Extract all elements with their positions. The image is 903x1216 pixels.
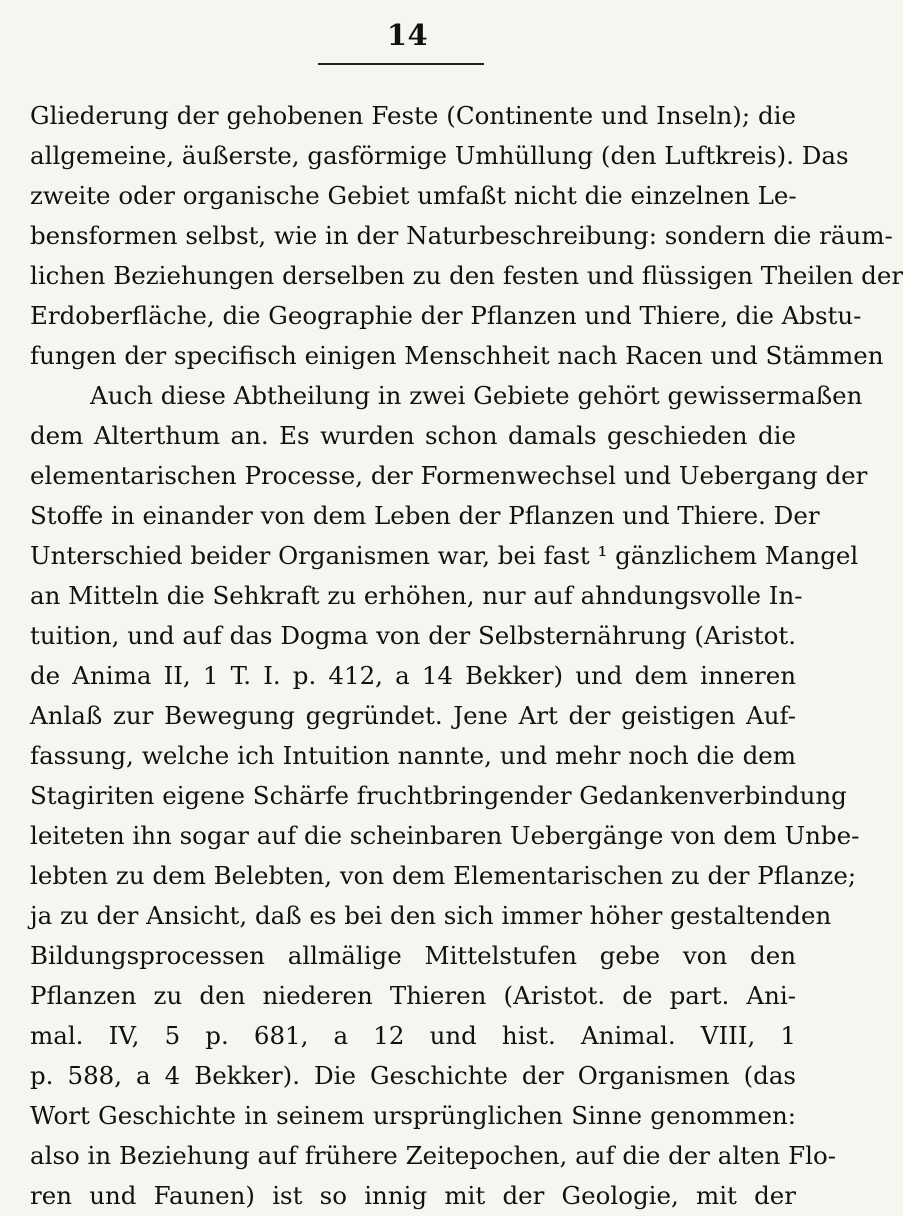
text-line: Bildungsprocessen allmälige Mittelstufen gebe von den xyxy=(30,941,796,970)
text-line: de Anima II, 1 T. I. p. 412, a 14 Bekker) und dem inneren xyxy=(30,661,796,690)
text-line: also in Beziehung auf frühere Zeitepochen, auf die der alten Flo- xyxy=(30,1141,837,1170)
text-line: Stoffe in einander von dem Leben der Pflanzen und Thiere. Der xyxy=(30,501,820,530)
text-line: lichen Beziehungen derselben zu den festen und flüssigen Theilen der xyxy=(30,261,903,290)
text-line: Wort Geschichte in seinem ursprünglichen Sinne genommen: xyxy=(30,1101,796,1130)
text-line: tuition, und auf das Dogma von der Selbsternährung (Aristot. xyxy=(30,621,796,650)
text-line: Gliederung der gehobenen Feste (Continente und Inseln); die xyxy=(30,101,796,130)
text-line: bensformen selbst, wie in der Naturbeschreibung: sondern die räum- xyxy=(30,221,893,250)
text-line: ja zu der Ansicht, daß es bei den sich immer höher gestaltenden xyxy=(30,901,832,930)
text-line: Anlaß zur Bewegung gegründet. Jene Art der geistigen Auf- xyxy=(30,701,796,730)
text-line: mal. IV, 5 p. 681, a 12 und hist. Animal. VIII, 1 xyxy=(30,1021,796,1050)
header-rule xyxy=(318,63,484,65)
page-number: 14 xyxy=(386,18,429,52)
text-line: Unterschied beider Organismen war, bei fast ¹ gänzlichem Mangel xyxy=(30,541,859,570)
text-line: Auch diese Abtheilung in zwei Gebiete gehört gewissermaßen xyxy=(90,381,863,410)
text-line: an Mitteln die Sehkraft zu erhöhen, nur auf ahndungsvolle In- xyxy=(30,581,803,610)
text-line: fassung, welche ich Intuition nannte, und mehr noch die dem xyxy=(30,741,796,770)
text-line: lebten zu dem Belebten, von dem Elementarischen zu der Pflanze; xyxy=(30,861,857,890)
text-line: ren und Faunen) ist so innig mit der Geologie, mit der xyxy=(30,1181,796,1210)
text-line: allgemeine, äußerste, gasförmige Umhüllung (den Luftkreis). Das xyxy=(30,141,849,170)
text-line: Pflanzen zu den niederen Thieren (Aristot. de part. Ani- xyxy=(30,981,796,1010)
text-line: Erdoberfläche, die Geographie der Pflanzen und Thiere, die Abstu- xyxy=(30,301,862,330)
text-line: p. 588, a 4 Bekker). Die Geschichte der Organismen (das xyxy=(30,1061,796,1090)
text-line: leiteten ihn sogar auf die scheinbaren Uebergänge von dem Unbe- xyxy=(30,821,860,850)
text-line: Stagiriten eigene Schärfe fruchtbringender Gedankenverbindung xyxy=(30,781,847,810)
body-text xyxy=(30,96,903,1216)
text-line: dem Alterthum an. Es wurden schon damals geschieden die xyxy=(30,421,796,450)
text-line: fungen der specifisch einigen Menschheit nach Racen und Stämmen xyxy=(30,341,884,370)
text-line: zweite oder organische Gebiet umfaßt nicht die einzelnen Le- xyxy=(30,181,797,210)
text-line: elementarischen Processe, der Formenwechsel und Uebergang der xyxy=(30,461,868,490)
